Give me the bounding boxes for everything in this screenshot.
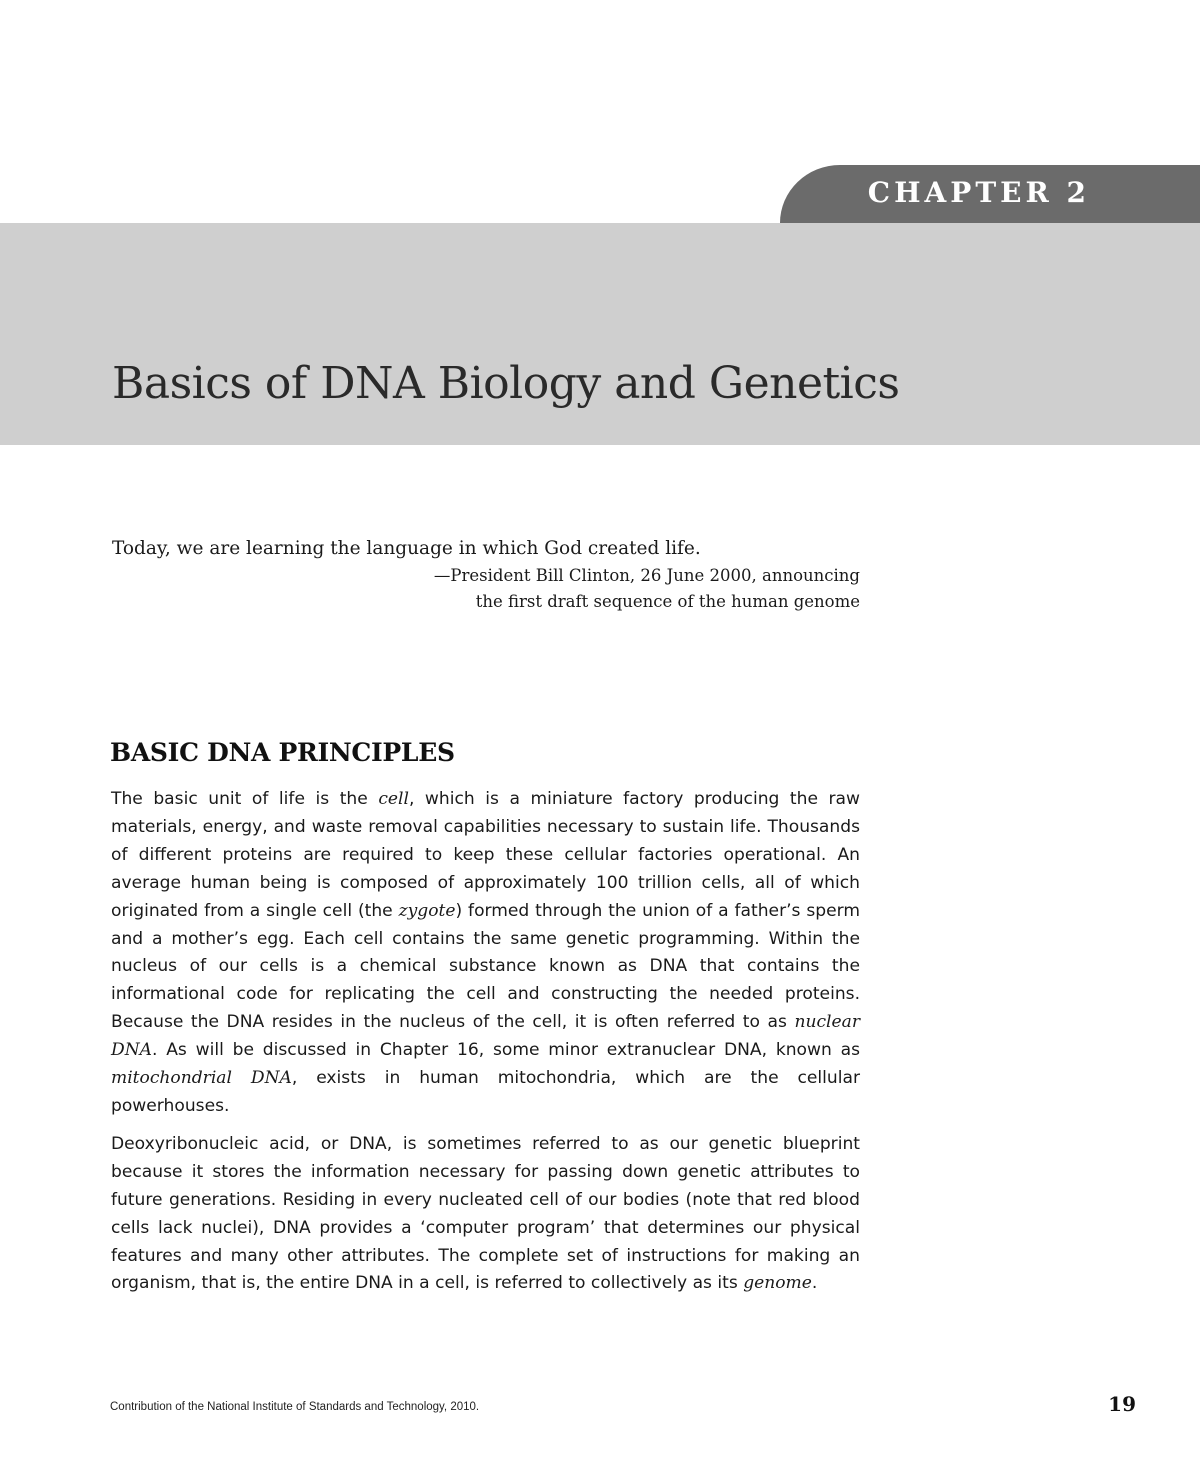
body-paragraph-2: Deoxyribonucleic acid, or DNA, is sometimes referred to as our genetic blueprint because it stores the information necessary for passing down genetic attributes to future generations. Residing in every nucleated cell of our bodies (note that red blood cells lack nuclei), DNA provides a ‘computer program’ that determines our physical features and many other attributes. The complete set of instructions for making an organism, that is, the entire DNA in a cell, is referred to collectively as its genome. bbox=[111, 1133, 860, 1294]
chapter-title: Basics of DNA Biology and Genetics bbox=[112, 358, 900, 409]
epigraph-attribution-line-1: —President Bill Clinton, 26 June 2000, announcing bbox=[433, 566, 860, 585]
italic-term: mitochondrial DNA bbox=[111, 1068, 292, 1089]
epigraph bbox=[112, 535, 860, 615]
italic-term: nuclear DNA bbox=[111, 1012, 860, 1061]
footer-credit: Contribution of the National Institute of Standards and Technology, 2010. bbox=[110, 1401, 480, 1413]
section-heading: BASIC DNA PRINCIPLES bbox=[110, 738, 455, 767]
body-paragraph-1: The basic unit of life is the cell, which is a miniature factory producing the raw materials, energy, and waste removal capabilities necessary to sustain life. Thousands of different proteins are required to keep these cellular factories operational. An average human being is composed of approximately 100 trillion cells, all of which originated from a single cell (the zygote) formed through the union of a father’s sperm and a mother’s egg. Each cell contains the same genetic programming. Within the nucleus of our cells is a chemical substance known as DNA that contains the informational code for replicating the cell and constructing the needed proteins. Because the DNA resides in the nucleus of the cell, it is often referred to as nuclear DNA. As will be discussed in Chapter 16, some minor extranuclear DNA, known as mitochondrial DNA, exists in human mitochondria, which are the cellular powerhouses. bbox=[111, 789, 861, 1116]
chapter-title-band bbox=[0, 223, 1200, 445]
italic-term: zygote bbox=[398, 900, 456, 921]
page-number: 19 bbox=[1108, 1392, 1136, 1416]
italic-term: cell bbox=[378, 789, 409, 809]
body-text bbox=[111, 786, 860, 1308]
italic-term: genome bbox=[743, 1273, 812, 1294]
epigraph-quote: Today, we are learning the language in which God created life. bbox=[112, 538, 701, 559]
chapter-label: CHAPTER 2 bbox=[867, 176, 1090, 209]
epigraph-attribution-line-2: the first draft sequence of the human genome bbox=[475, 592, 860, 611]
